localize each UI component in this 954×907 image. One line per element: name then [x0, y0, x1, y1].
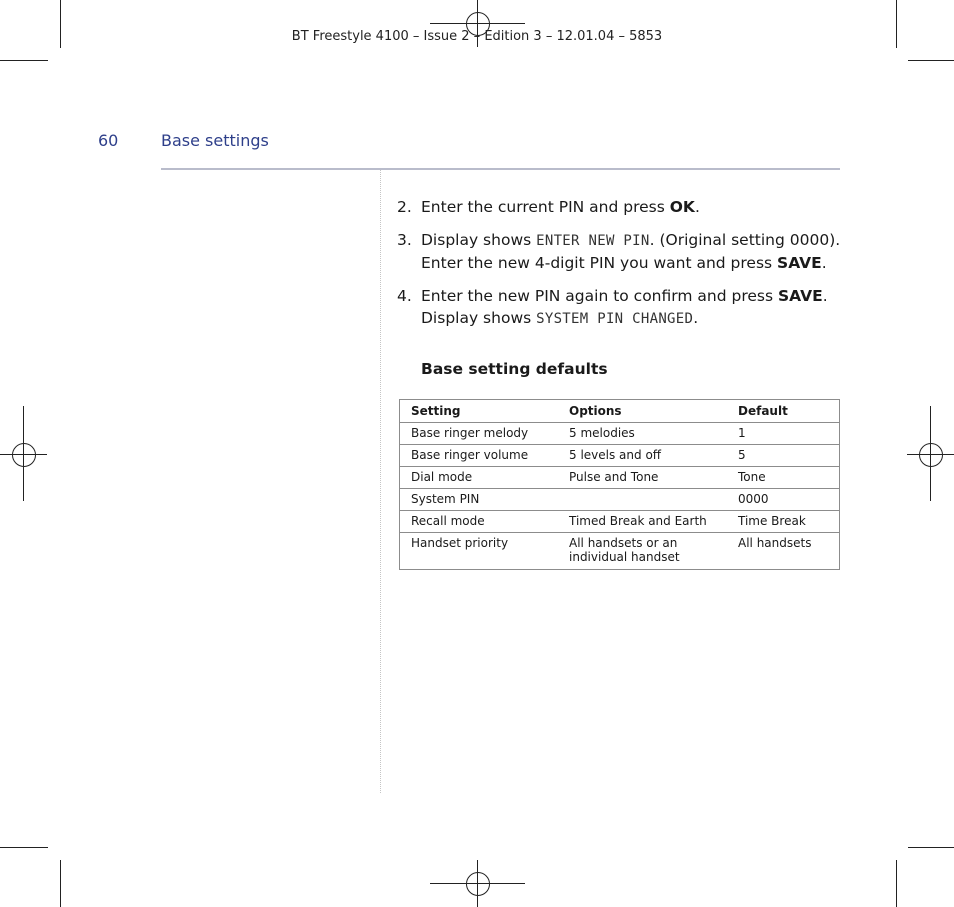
step-text-run: .	[694, 198, 700, 216]
page-number: 60	[98, 131, 119, 150]
step-text-run: . (Original setting 0000). Enter the new 4-digit PIN you want and press	[421, 231, 841, 272]
table-cell: All handsets	[738, 536, 812, 550]
column-header-options: Options	[558, 400, 727, 423]
step-number: 2.	[397, 198, 412, 216]
step-text-run: Enter the new PIN again to confirm and press	[421, 287, 778, 305]
table-cell: Pulse and Tone	[558, 467, 727, 489]
key-label: SAVE	[777, 287, 823, 305]
table-row	[400, 533, 840, 570]
list-item	[397, 196, 842, 218]
step-text-run: .	[693, 309, 699, 327]
step-text	[421, 229, 842, 274]
table-cell: 1	[727, 423, 840, 445]
table-cell: Time Break	[727, 511, 840, 533]
key-label: OK	[669, 198, 695, 216]
table-row	[400, 489, 840, 511]
list-item	[397, 229, 842, 274]
table-cell: Base ringer volume	[400, 445, 559, 467]
table-cell: 5	[727, 445, 840, 467]
step-number: 4.	[397, 287, 412, 305]
table-cell: 5 melodies	[558, 423, 727, 445]
header-rule	[161, 168, 840, 170]
display-text: ENTER NEW PIN	[536, 233, 650, 249]
table-cell: Dial mode	[400, 467, 559, 489]
defaults-heading: Base setting defaults	[421, 360, 608, 378]
step-text	[421, 196, 842, 218]
table-cell: Tone	[727, 467, 840, 489]
column-header-default: Default	[727, 400, 840, 423]
table-row	[400, 445, 840, 467]
display-text: SYSTEM PIN CHANGED	[536, 311, 694, 327]
table-row	[400, 511, 840, 533]
print-slug: BT Freestyle 4100 – Issue 2 – Edition 3 – 12.01.04 – 5853	[291, 29, 663, 44]
table-cell: System PIN	[400, 489, 559, 511]
defaults-table	[399, 399, 840, 570]
table-header-row	[400, 400, 840, 423]
column-divider	[380, 170, 381, 793]
step-text	[421, 285, 842, 330]
table-cell: 0000	[727, 489, 840, 511]
table-cell: All handsets or an individual handset	[569, 536, 680, 564]
column-header-setting: Setting	[400, 400, 559, 423]
table-cell	[558, 489, 727, 511]
step-text-run: . Display shows	[421, 287, 828, 327]
list-item	[397, 285, 842, 330]
table-row	[400, 467, 840, 489]
table-cell: Recall mode	[400, 511, 559, 533]
step-text-run: .	[821, 254, 827, 272]
table-cell: Timed Break and Earth	[558, 511, 727, 533]
key-label: SAVE	[777, 254, 822, 272]
table-cell: Base ringer melody	[400, 423, 559, 445]
section-title: Base settings	[161, 131, 269, 150]
step-number: 3.	[397, 231, 412, 249]
table-row	[400, 423, 840, 445]
instruction-steps	[397, 196, 842, 341]
table-cell: 5 levels and off	[558, 445, 727, 467]
step-text-run: Enter the current PIN and press	[421, 198, 670, 216]
step-text-run: Display shows	[421, 231, 537, 249]
table-cell: Handset priority	[411, 536, 509, 550]
